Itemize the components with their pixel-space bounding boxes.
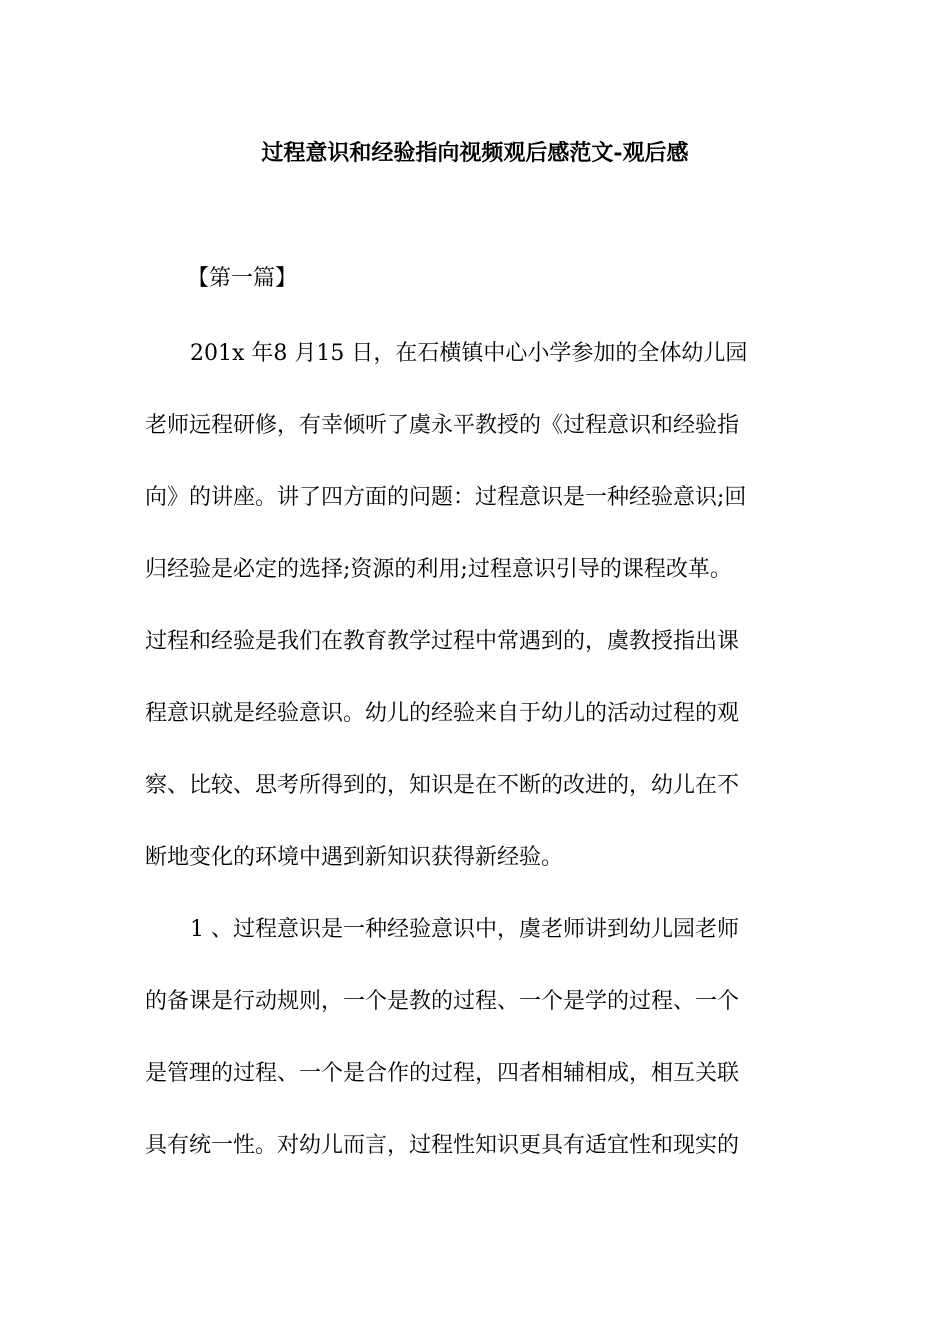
paragraph-line: 过程和经验是我们在教育教学过程中常遇到的，虞教授指出课 <box>145 629 740 654</box>
paragraph-line: 断地变化的环境中遇到新知识获得新经验。 <box>145 845 564 870</box>
paragraph-line: 老师远程研修，有幸倾听了虞永平教授的《过程意识和经验指 <box>145 413 740 438</box>
section-heading: 【第一篇】 <box>187 266 298 291</box>
paragraph-line: 向》的讲座。讲了四方面的问题：过程意识是一种经验意识;回 <box>145 485 747 510</box>
paragraph-line: 程意识就是经验意识。幼儿的经验来自于幼儿的活动过程的观 <box>145 701 740 726</box>
paragraph-line: 具有统一性。对幼儿而言，过程性知识更具有适宜性和现实的 <box>145 1133 740 1158</box>
document-title: 过程意识和经验指向视频观后感范文-观后感 <box>261 140 689 166</box>
paragraph-line: 察、比较、思考所得到的，知识是在不断的改进的，幼儿在不 <box>145 773 740 798</box>
paragraph-line: 1 、过程意识是一种经验意识中，虞老师讲到幼儿园老师 <box>190 917 739 942</box>
paragraph-line: 归经验是必定的选择;资源的利用;过程意识引导的课程改革。 <box>145 557 732 582</box>
paragraph-line: 的备课是行动规则，一个是教的过程、一个是学的过程、一个 <box>145 989 740 1014</box>
paragraph-line: 是管理的过程、一个是合作的过程，四者相辅相成，相互关联 <box>145 1061 740 1086</box>
paragraph-line: 201x 年8 月15 日，在石横镇中心小学参加的全体幼儿园 <box>190 341 748 366</box>
